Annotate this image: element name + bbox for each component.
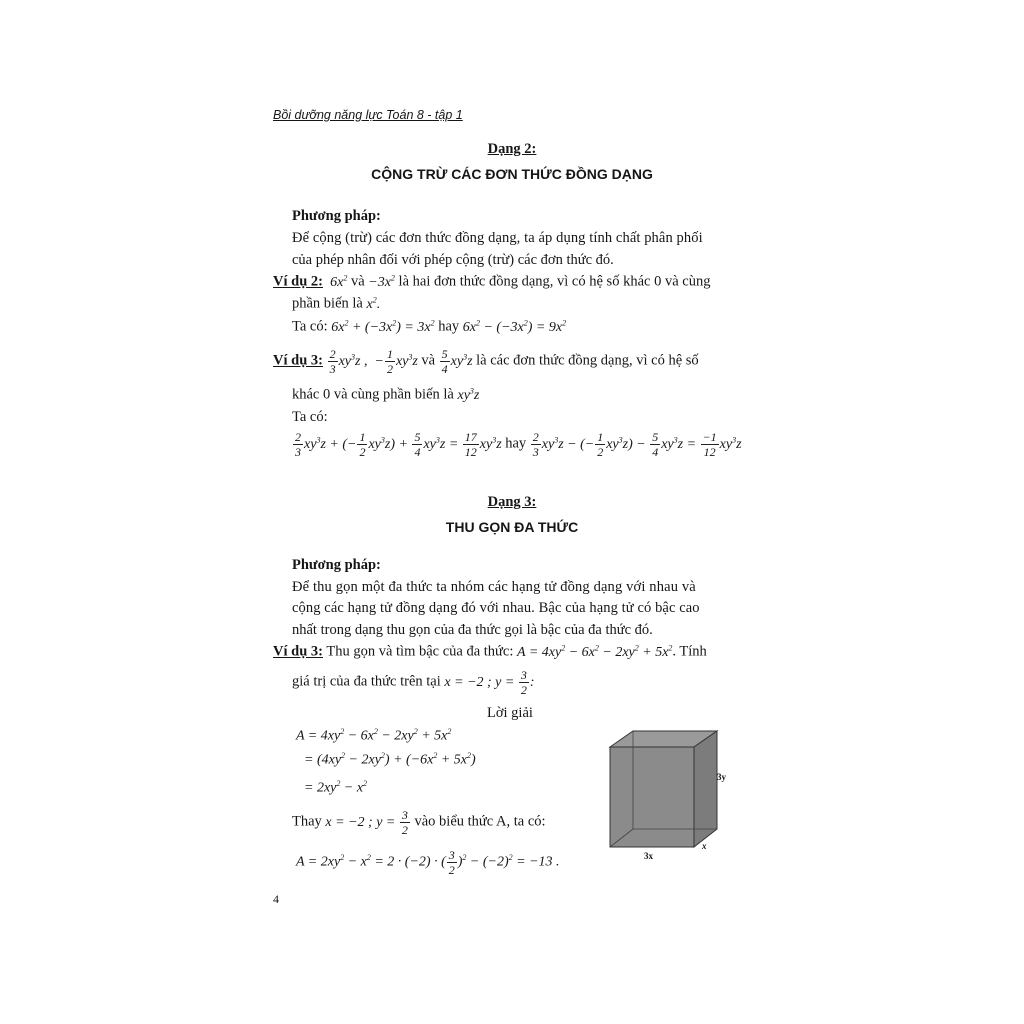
example-3-line2 <box>292 386 479 404</box>
section-3-example-tinh: . Tính <box>672 643 707 660</box>
section-2-heading <box>0 141 1024 158</box>
math-polynomial-A: $A = 4xy^2 - 6x^2 - 2xy^2 + 5x^2$ <box>517 643 673 660</box>
box-front-face <box>610 747 694 847</box>
math-xy3z: $xy^3z$ <box>457 386 480 403</box>
label-width: 3x <box>644 851 653 861</box>
box-side-face <box>694 731 717 847</box>
example-3-label: Ví dụ 3: <box>273 352 323 369</box>
math-values: x = −2 ; y = $\frac{3}{2}$ : <box>444 668 535 697</box>
math-ex2-diff: $6x^2 - (-3x^2) = 9x^2$ <box>462 318 567 335</box>
section-2-method-label: Phương pháp: <box>292 208 381 224</box>
math-ex2-sum: $6x^2 + (-3x^2) = 3x^2$ <box>331 318 435 335</box>
example-2-line3 <box>292 318 566 336</box>
label-height: 3y <box>717 772 726 782</box>
math-neg3x2: $-3x^2$ <box>368 273 395 290</box>
ex3-hay: hay <box>505 435 527 452</box>
thay-text: Thay <box>292 813 322 830</box>
example-3-line1 <box>273 347 699 376</box>
section-3-method-line1: Để thu gọn một đa thức ta nhóm các hạng tử đồng dạng với nhau và <box>292 579 696 595</box>
section-3-example-line2-text: giá trị của đa thức trên tại <box>292 673 441 690</box>
label-depth: x <box>702 841 707 851</box>
example-3-taco: Ta có: <box>292 409 328 425</box>
section-3-example-line1 <box>273 643 707 661</box>
solution-label: Lời giải <box>487 705 533 721</box>
ex3-line2-text: khác 0 và cùng phần biến là <box>292 386 454 403</box>
math-substitution: x = −2 ; y = $\frac{3}{2}$ <box>325 808 408 837</box>
math-ex3-terms: $\frac{2}{3}$ $xy^3z$ , − $\frac{1}{2}$ $xy^3z$ <box>329 347 422 376</box>
thay-end-text: vào biểu thức A, ta có: <box>414 813 546 830</box>
section-2-method-line1: Để cộng (trừ) các đơn thức đồng dạng, ta áp dụng tính chất phân phối <box>292 230 703 246</box>
solution-step1: $A = 4xy^2 - 6x^2 - 2xy^2 + 5x^2$ <box>296 727 452 744</box>
ex2-hay: hay <box>438 318 460 335</box>
ex2-text: là hai đơn thức đồng dạng, vì có hệ số khác 0 và cùng <box>398 273 711 290</box>
section-3-example-label: Ví dụ 3: <box>273 643 323 660</box>
running-header: Bồi dưỡng năng lực Toán 8 - tập 1 <box>273 108 463 122</box>
section-3-heading-text: Dạng 3: <box>487 494 537 510</box>
ex3-text: là các đơn thức đồng dạng, vì có hệ số <box>476 352 699 369</box>
section-2-title: CỘNG TRỪ CÁC ĐƠN THỨC ĐỒNG DẠNG <box>371 166 653 182</box>
ex2-line2-text: phần biến là <box>292 295 363 312</box>
math-6x2: $6x^2$ <box>326 273 348 290</box>
section-3-method-line3: nhất trong dạng thu gọn của đa thức gọi là bậc của đa thức đó. <box>292 622 653 638</box>
final-computation: $A = 2xy^2 - x^2 = 2 \cdot (-2)$ · ( $\frac{3}{2}$ )$^2 - (-2)^2 = -13$ . <box>296 848 560 877</box>
math-x2: $x^2$. <box>366 295 381 312</box>
page-number: 4 <box>273 892 279 906</box>
math-ex3-term3: $\frac{5}{4}$ $xy^3z$ <box>441 347 473 376</box>
example-2-label: Ví dụ 2: <box>273 273 323 290</box>
example-3-computation <box>292 430 742 459</box>
section-3-method-label: Phương pháp: <box>292 557 381 573</box>
section-2-heading-text: Dạng 2: <box>487 141 537 157</box>
ex3-va: và <box>421 352 436 369</box>
section-3-method-line2: cộng các hạng tử đồng dạng đó với nhau. Bậc của hạng tử có bậc cao <box>292 600 700 616</box>
section-2-method-line2: của phép nhân đối với phép cộng (trừ) các đơn thức đó. <box>292 252 614 268</box>
section-3-example-text: Thu gọn và tìm bậc của đa thức: <box>326 643 514 660</box>
section-3-example-line2 <box>292 668 535 697</box>
section-3-heading <box>0 494 1024 511</box>
box-figure <box>600 725 740 875</box>
solution-step2: = $(4xy^2 - 2xy^2) + (-6x^2 + 5x^2)$ <box>304 751 476 768</box>
example-2-line2 <box>292 295 380 313</box>
ex2-taco: Ta có: <box>292 318 328 335</box>
substitution-line <box>292 808 546 837</box>
section-3-title: THU GỌN ĐA THỨC <box>445 519 579 535</box>
math-ex3-sum: $\frac{2}{3}$ $xy^3z$ + (− $\frac{1}{2}$ $xy^3z$) + $\frac{5}{4}$ $xy^3z$ = $\frac{17}{12}$ $xy^3z$ <box>295 430 506 459</box>
ex2-va: và <box>350 273 365 290</box>
math-ex3-diff: $\frac{2}{3}$ $xy^3z$ − (− $\frac{1}{2}$ $xy^3z$) − $\frac{5}{4}$ $xy^3z$ = $\frac{-1}{12}$ $xy^3z$ <box>532 430 742 459</box>
example-2-line1 <box>273 273 710 291</box>
solution-step3: = $2xy^2 - x^2$ <box>304 779 368 796</box>
